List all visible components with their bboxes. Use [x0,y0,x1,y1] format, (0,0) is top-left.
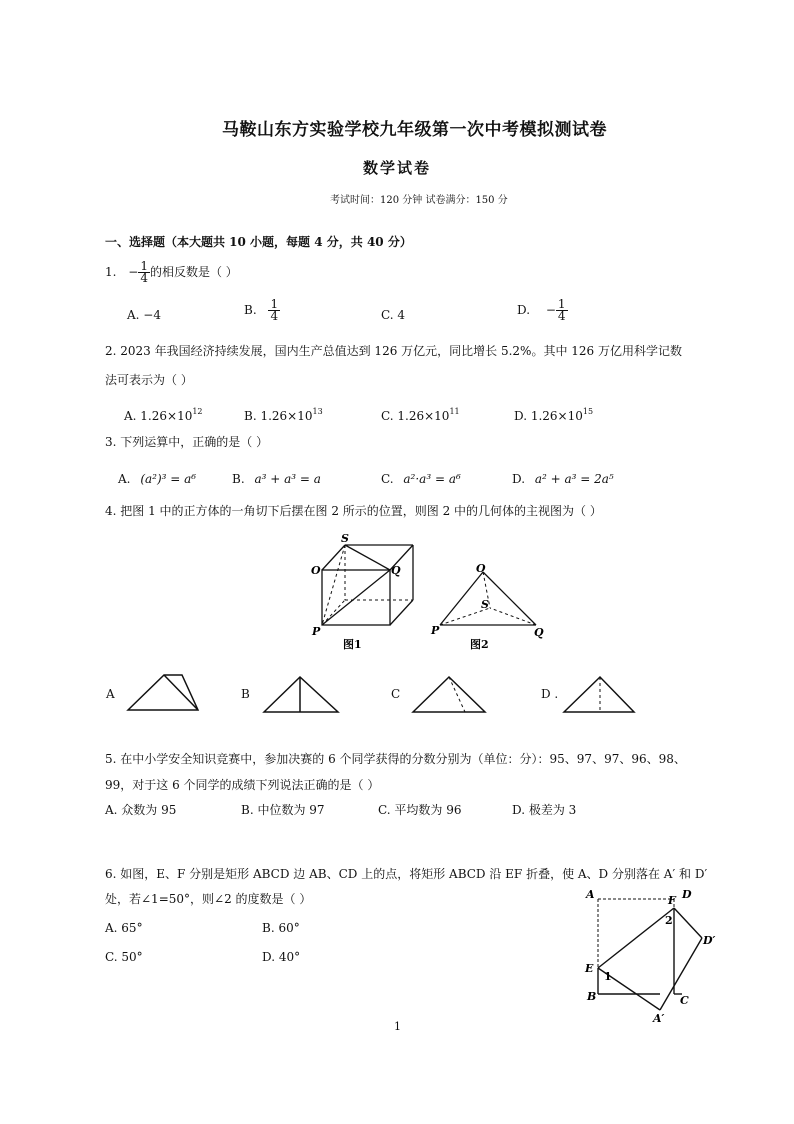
q6-option-b[interactable]: B. 60° [262,921,300,935]
fig1-label-q: Q [391,564,401,577]
q6-option-c[interactable]: C. 50° [105,950,143,964]
exam-meta: 考试时间：120 分钟 试卷满分：150 分 [330,195,508,206]
q1-minus: − [128,265,139,279]
fig1-label-o: O [311,564,321,577]
q6-figure-fold [580,884,740,1024]
q6-option-a[interactable]: A. 65° [105,921,143,935]
question-2-line2: 法可表示为（ ） [105,373,193,387]
q4-figure-1-cube [305,530,425,660]
q1-option-c[interactable]: C. 4 [381,308,406,322]
question-5-line2: 99，对于这 6 个同学的成绩下列说法正确的是（ ） [105,778,380,792]
fig2-label-p: P [431,624,440,637]
q5-option-d[interactable]: D. 极差为 3 [512,803,577,817]
fig6-angle-1: 1 [604,970,612,983]
fig2-label-s: S [481,598,489,611]
fig6-label-f: F [668,894,676,907]
q4-option-d-shape[interactable] [562,674,638,716]
fig6-label-aprime: A′ [653,1012,665,1024]
q4-option-b-label[interactable]: B [241,687,250,701]
q5-option-a[interactable]: A. 众数为 95 [105,803,177,817]
q3-option-c[interactable]: C. a²·a³ = a⁶ [381,472,461,486]
q4-option-b-shape[interactable] [262,674,342,716]
question-5-line1: 5. 在中小学安全知识竞赛中，参加决赛的 6 个同学获得的分数分别为（单位：分）：95、97、97、96、98、 [105,752,686,766]
q1-stem-tail: 的相反数是（ ） [149,265,238,279]
question-6-line2: 处，若∠1=50°，则∠2 的度数是（ ） [105,892,312,906]
q3-option-a[interactable]: A. (a²)³ = a⁶ [118,472,197,486]
fig6-label-c: C [680,994,689,1007]
q1-option-b[interactable]: B. $\frac{1}{4}$ [244,297,279,323]
fig1-label-s: S [341,532,349,545]
fig6-label-e: E [585,962,594,975]
q1-number: 1. [105,265,117,279]
fig6-label-a: A [586,888,595,901]
question-1-stem [105,258,238,286]
fig2-label-q: Q [534,626,544,639]
q2-option-d[interactable]: D. $1.26\times 10^{15}$ [514,407,594,423]
q1-option-d[interactable]: D. − $\frac{1}{4}$ [517,297,566,323]
fig2-caption: 图2 [470,638,489,651]
section-heading: 一、选择题（本大题共 10 小题，每题 4 分，共 40 分） [105,235,412,249]
q1-fraction: $\frac{1}{4}$ [140,259,148,285]
q2-option-b[interactable]: B. $1.26\times 10^{13}$ [244,407,323,423]
fig2-label-o: O [476,562,486,575]
fig1-caption: 图1 [343,638,362,651]
fig6-label-dprime: D′ [703,934,716,947]
q5-option-c[interactable]: C. 平均数为 96 [378,803,462,817]
fig6-label-d: D [682,888,692,901]
question-4-stem: 4. 把图 1 中的正方体的一角切下后摆在图 2 所示的位置，则图 2 中的几何体的主视图为（ ） [105,504,602,518]
q2-option-a[interactable]: A. $1.26\times 10^{12}$ [124,407,203,423]
q4-option-c-label[interactable]: C [391,687,401,701]
q4-option-d-label[interactable]: D . [541,687,559,701]
fig1-label-p: P [312,625,321,638]
q4-figure-2-corner [428,560,553,655]
q4-option-a-label[interactable]: A [106,687,115,701]
fig6-label-b: B [587,990,597,1003]
q2-option-c[interactable]: C. $1.26\times 10^{11}$ [381,407,460,423]
q3-option-b[interactable]: B. a³ + a³ = a [232,472,321,486]
q4-option-c-shape[interactable] [411,674,489,716]
question-2-line1: 2. 2023 年我国经济持续发展，国内生产总值达到 126 万亿元，同比增长 5.2%。其中 126 万亿用科学记数 [105,344,682,358]
q5-option-b[interactable]: B. 中位数为 97 [241,803,325,817]
question-6-line1: 6. 如图，E、F 分别是矩形 ABCD 边 AB、CD 上的点，将矩形 ABCD 沿 EF 折叠，使 A、D 分别落在 A′ 和 D′ [105,867,708,881]
q3-option-d[interactable]: D. a² + a³ = 2a⁵ [512,472,614,486]
q4-option-a-shape[interactable] [126,670,202,716]
q1-option-a[interactable]: A. −4 [127,308,161,322]
page-subtitle: 数学试卷 [363,159,432,177]
page-title: 马鞍山东方实验学校九年级第一次中考模拟测试卷 [222,120,607,140]
q6-option-d[interactable]: D. 40° [262,950,301,964]
fig6-angle-2: 2 [665,914,673,927]
question-3-stem: 3. 下列运算中，正确的是（ ） [105,435,269,449]
page-number: 1 [394,1020,401,1033]
